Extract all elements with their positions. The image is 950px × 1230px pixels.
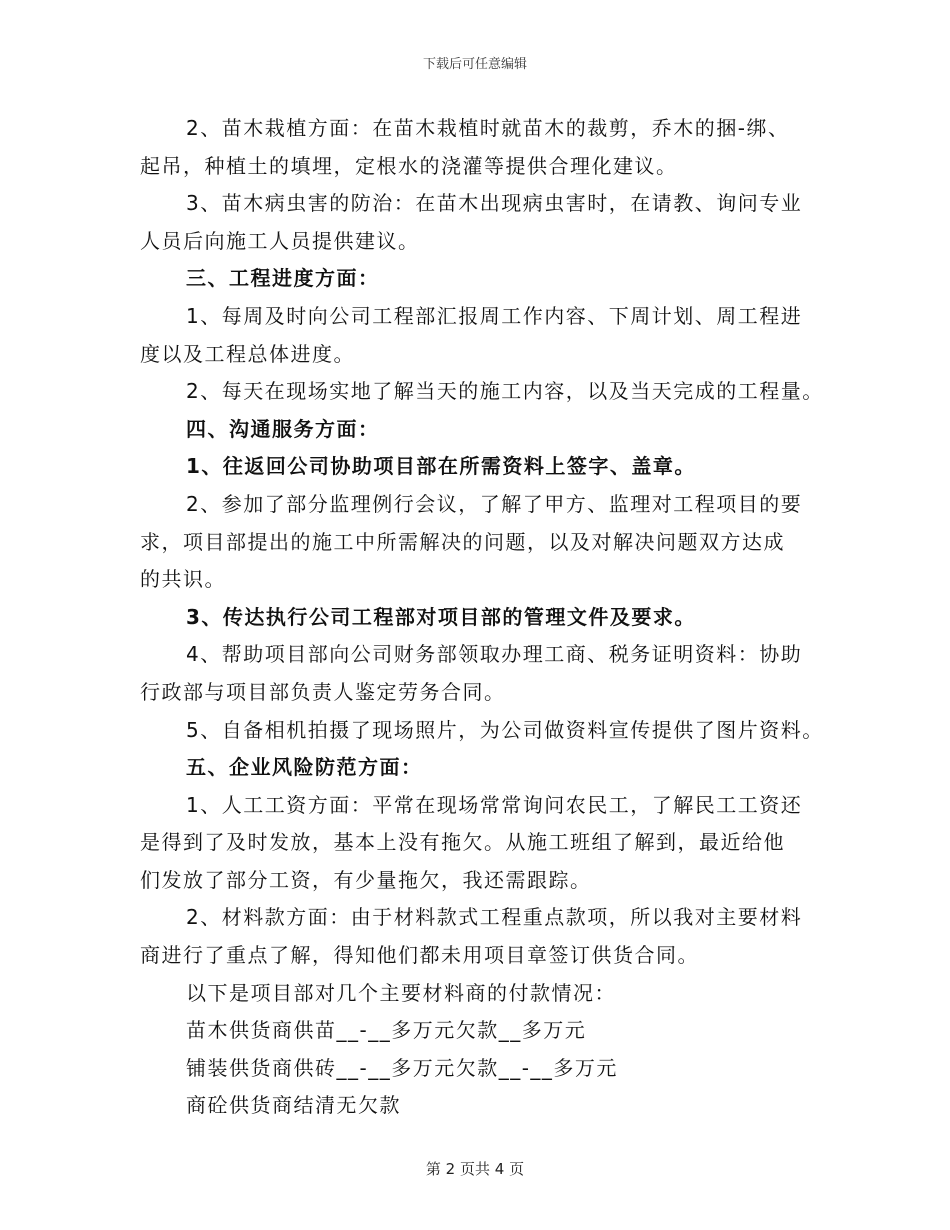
paragraph-line: 是得到了及时发放，基本上没有拖欠。从施工班组了解到，最近给他	[140, 830, 785, 855]
paragraph-line: 们发放了部分工资，有少量拖欠，我还需跟踪。	[140, 867, 592, 892]
paragraph-line: 起吊，种植土的填埋，定根水的浇灌等提供合理化建议。	[140, 153, 678, 178]
paragraph-line: 的共识。	[140, 567, 226, 592]
section-heading-line: 1、往返回公司协助项目部在所需资料上签字、盖章。	[186, 454, 696, 479]
paragraph-line: 度以及工程总体进度。	[140, 341, 355, 366]
paragraph-line: 商砼供货商结清无欠款	[186, 1093, 401, 1118]
section-heading-line: 四、沟通服务方面：	[186, 416, 380, 441]
paragraph-line: 2、苗木栽植方面：在苗木栽植时就苗木的裁剪，乔木的捆-绑、	[186, 116, 790, 140]
paragraph-line: 求，项目部提出的施工中所需解决的问题，以及对解决问题双方达成	[140, 529, 785, 554]
paragraph-line: 2、参加了部分监理例行会议，了解了甲方、监理对工程项目的要	[186, 491, 803, 516]
paragraph-line: 人员后向施工人员提供建议。	[140, 228, 420, 253]
paragraph-line: 4、帮助项目部向公司财务部领取办理工商、税务证明资料：协助	[186, 642, 803, 667]
paragraph-line: 2、每天在现场实地了解当天的施工内容，以及当天完成的工程量。	[186, 379, 824, 404]
paragraph-line: 铺装供货商供砖__-__多万元欠款__-__多万元	[186, 1055, 618, 1080]
section-heading-line: 3、传达执行公司工程部对项目部的管理文件及要求。	[186, 604, 696, 629]
section-heading-line: 五、企业风险防范方面：	[186, 755, 423, 780]
section-heading-line: 三、工程进度方面：	[186, 266, 380, 291]
page-header-note: 下载后可任意编辑	[422, 57, 527, 72]
paragraph-line: 以下是项目部对几个主要材料商的付款情况：	[186, 980, 616, 1005]
paragraph-line: 行政部与项目部负责人鉴定劳务合同。	[140, 679, 506, 704]
paragraph-line: 2、材料款方面：由于材料款式工程重点款项，所以我对主要材料	[186, 905, 803, 930]
page-footer-page-number: 第 2 页共 4 页	[425, 1160, 525, 1178]
paragraph-line: 苗木供货商供苗__-__多万元欠款__多万元	[186, 1018, 587, 1043]
document-body	[140, 110, 830, 1125]
paragraph-line: 1、每周及时向公司工程部汇报周工作内容、下周计划、周工程进	[186, 303, 803, 328]
paragraph-line: 5、自备相机拍摄了现场照片，为公司做资料宣传提供了图片资料。	[186, 717, 824, 742]
paragraph-line: 商进行了重点了解，得知他们都未用项目章签订供货合同。	[140, 943, 699, 968]
paragraph-line: 1、人工工资方面：平常在现场常常询问农民工，了解民工工资还	[186, 792, 803, 817]
paragraph-line: 3、苗木病虫害的防治：在苗木出现病虫害时，在请教、询问专业	[186, 191, 803, 216]
